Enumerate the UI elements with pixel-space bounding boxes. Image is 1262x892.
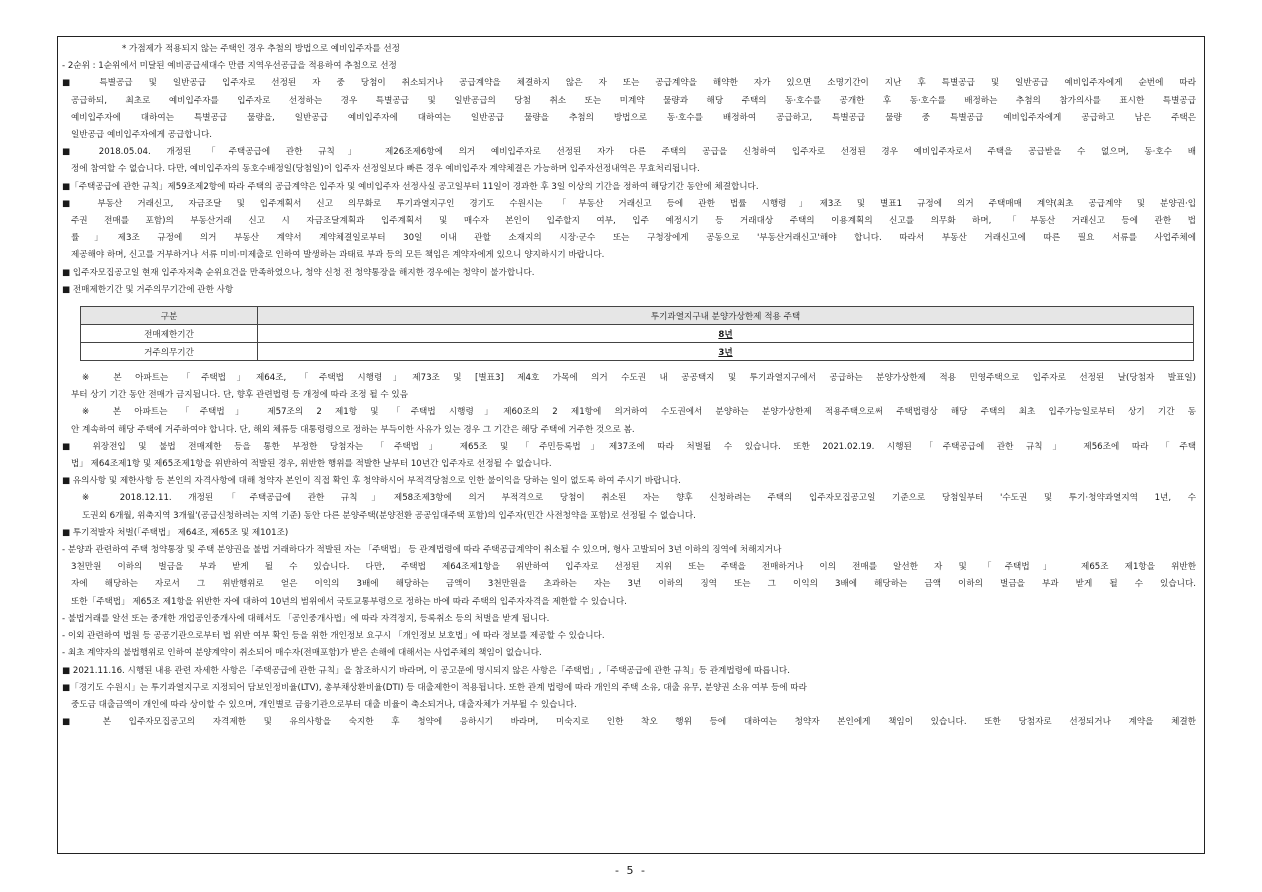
realestate-report-para-2: 주권 전매를 포함)의 부동산거래 신고 시 자금조달계획과 입주계획서 및 매수자 본인이 입주할지 여부, 입주 예정시기 등 거래대상 주택의 이용계획의 신고를 의무화 하며, 「부동산 거래신고 등에 관한 법 [71, 216, 1196, 227]
liability-para: - 최초 계약자의 불법행위로 인하여 분양계약이 취소되어 매수자(전매포함)가 받은 손해에 대해서는 사업주체의 책임이 없습니다. [62, 648, 542, 659]
realestate-report-para-1: ■ 부동산 거래신고, 자금조달 및 입주계획서 신고 의무화로 투기과열지구인 경기도 수원시는 「부동산 거래신고 등에 관한 법률 시행령」제3조 및 별표1 규정에 의거 주택매매 계약(최초 공급계약 및 분양권·입 [62, 198, 1196, 209]
page-number: - 5 - [615, 864, 647, 877]
note-residence-para-1: ※ 본 아파트는 「주택법」 제57조의 2 제1항 및 「주택법 시행령」제60조의 2 제1항에 의거하여 수도권에서 분양하는 분양가상한제 적용주택으로써 주택법령상 해당 주택의 최초 입주가능일로부터 상기 기간 동 [82, 407, 1196, 418]
table-cell-value: 8년 [258, 325, 1194, 343]
restriction-table [80, 306, 1194, 361]
speculator-para-2: 3천만원 이하의 벌금을 부과 받게 될 수 있습니다. 다만, 주택법 제64조제1항을 위반하여 입주자로 선정된 지위 또는 주택을 전매하거나 이의 전매를 알선한 자 및 「주택법」 제65조 제1항을 위반한 [71, 562, 1196, 573]
note-star-line: * 가점제가 적용되지 않는 주택인 경우 추첨의 방법으로 예비입주자를 선정 [122, 44, 400, 54]
ineligible-note-para-2: 도권외 6개월, 위축지역 3개월'(공급신청하려는 지역 기준) 동안 다른 분양주택(분양전환 공공임대주택 포함)의 입주자(민간 사전청약을 포함)로 선정될 수 없습니다. [82, 510, 696, 521]
realestate-report-para-4: 제공해야 하며, 신고를 거부하거나 서류 미비·미제출로 인하여 발생하는 과태료 부과 등의 모든 책임은 계약자에게 있으니 양지하시기 바랍니다. [71, 250, 605, 261]
note-resale-para-2: 부터 상기 기간 동안 전매가 금지됩니다. 단, 향후 관련법령 등 개정에 따라 조정 될 수 있음 [71, 390, 408, 401]
speculator-para-3: 자에 해당하는 자로서 그 위반행위로 얻은 이익의 3배에 해당하는 금액이 3천만원을 초과하는 자는 3년 이하의 징역 또는 그 이익의 3배에 해당하는 금액 이하의 벌금을 부과 받게 될 수 있습니다. [71, 579, 1196, 590]
table-header-row [81, 307, 1194, 325]
restriction-heading: ■ 전매제한기간 및 거주의무기간에 관한 사항 [62, 284, 234, 295]
savings-account-para: ■ 입주자모집공고일 현재 입주자저축 순위요건을 만족하였으나, 청약 신청 전 청약통장을 해지한 경우에는 청약이 불가합니다. [62, 267, 535, 278]
rank2-line: - 2순위 : 1순위에서 미달된 예비공급세대수 만큼 지역우선공급을 적용하여 추첨으로 선정 [62, 61, 397, 72]
rule26-para-2: 정에 참여할 수 없습니다. 다만, 예비입주자의 동호수배정일(당첨일)이 입주자 선정일보다 빠른 경우 예비입주자 계약체결은 가능하며 입주자선정내역은 무효처리됩니다. [71, 164, 700, 175]
privacy-para: - 이외 관련하여 법원 등 공공기관으로부터 법 위반 여부 확인 등을 위한 개인정보 요구시 「개인정보 보호법」에 따라 정보를 제공할 수 있습니다. [62, 631, 605, 642]
note-resale-para-1: ※ 본 아파트는 「주택법」제64조, 「주택법 시행령」제73조 및 [별표3] 제4호 가목에 의거 수도권 내 공공택지 및 투기과열지구에서 공급하는 분양가상한제 적용 민영주택으로 입주자로 선정된 날(당첨자 발표일) [82, 373, 1196, 384]
reserve-supply-para-1: ■ 특별공급 및 일반공급 입주자로 선정된 자 중 당첨이 취소되거나 공급계약을 체결하지 않은 자 또는 공급계약을 해약한 자가 있으면 소명기간이 지난 후 특별공급 및 일반공급 예비입주자에게 순번에 따라 [62, 78, 1196, 89]
notice-page-frame [57, 36, 1205, 854]
fraud-para-1: ■ 위장전입 및 불법 전매제한 등을 통한 부정한 당첨자는 「주택법」 제65조 및 「주민등록법」제37조에 따라 처벌될 수 있습니다. 또한 2021.02.19. 시행된 「주택공급에 관한 규칙」 제56조에 따라 「주택 [62, 441, 1196, 452]
reserve-supply-para-2: 공급하되, 최초로 예비입주자를 입주자로 선정하는 경우 특별공급 및 일반공급의 당첨 취소 또는 미계약 물량과 해당 주택의 동·호수를 공개한 후 동·호수를 배정하는 추첨의 참가의사를 표시한 특별공급 [71, 95, 1196, 106]
realestate-report-para-3: 률」제3조 규정에 의거 부동산 계약서 계약체결일로부터 30일 이내 관할 소재지의 시장·군수 또는 구청장에게 공동으로 '부동산거래신고'해야 합니다. 따라서 부동산 거래신고에 따른 필요 서류를 사업주체에 [71, 233, 1196, 244]
speculator-para-1: - 분양과 관련하여 주택 청약통장 및 주택 분양권을 불법 거래하다가 적발된 자는 「주택법」 등 관계법령에 따라 주택공급계약이 취소될 수 있으며, 형사 고발되어 3년 이하의 징역에 처해지거나 [62, 545, 782, 556]
table-row [81, 343, 1194, 361]
loan-para-2: 중도금 대출금액이 개인에 따라 상이할 수 있으며, 개인별로 금융기관으로부터 대출 비율이 축소되거나, 대출자체가 거부될 수 있습니다. [71, 699, 577, 710]
table-header-category: 구분 [81, 307, 258, 325]
rule-reference-para: ■ 2021.11.16. 시행된 내용 관련 자세한 사항은「주택공급에 관한 규칙」을 참조하시기 바라며, 이 공고문에 명시되지 않은 사항은「주택법」,「주택공급에 관한 규칙」등 관계법령에 따릅니다. [62, 665, 790, 676]
table-row [81, 325, 1194, 343]
table-header-housing-type: 투기과열지구내 분양가상한제 적용 주택 [258, 307, 1194, 325]
table-cell-label: 거주의무기간 [81, 343, 258, 361]
note-residence-para-2: 안 계속하여 해당 주택에 거주하여야 합니다. 단, 해외 체류등 대통령령으로 정하는 부득이한 사유가 있는 경우 그 기간은 해당 주택에 거주한 것으로 봄. [71, 424, 635, 435]
rule26-para-1: ■ 2018.05.04. 개정된 「주택공급에 관한 규칙」 제26조제6항에 의거 예비입주자로 선정된 자가 다른 주택의 공급을 신청하여 입주자로 선정된 경우 예비입주자로서 주택을 공급받을 수 없으며, 동·호수 배 [62, 147, 1196, 158]
fraud-para-2: 법」 제64조제1항 및 제65조제1항을 위반하여 적발된 경우, 위반한 행위를 적발한 날부터 10년간 입주자로 선정될 수 없습니다. [71, 459, 552, 470]
reserve-supply-para-3: 예비입주자에 대하여는 특별공급 물량을, 일반공급 예비입주자에 대하여는 일반공급 물량을 추첨의 방법으로 동·호수를 배정하여 공급하고, 특별공급 물량 중 특별공급 예비입주자에게 공급하고 남은 주택은 [71, 112, 1196, 123]
broker-para: - 불법거래를 알선 또는 중개한 개업공인중개사에 대해서도 「공인중개사법」에 따라 자격정지, 등록취소 등의 처벌을 받게 됩니다. [62, 613, 550, 624]
speculator-heading: ■ 투기적발자 처벌(「주택법」 제64조, 제65조 및 제101조) [62, 527, 289, 538]
table-cell-label: 전매제한기간 [81, 325, 258, 343]
rule59-para: ■「주택공급에 관한 규칙」제59조제2항에 따라 주택의 공급계약은 입주자 및 예비입주자 선정사실 공고일부터 11일이 경과한 후 3일 이상의 기간을 정하여 해당기간 동안에 체결합니다. [62, 181, 759, 192]
speculator-para-4: 또한「주택법」 제65조 제1항을 위반한 자에 대하여 10년의 범위에서 국토교통부령으로 정하는 바에 따라 주택의 입주자자격을 제한할 수 있습니다. [71, 596, 627, 607]
ineligible-note-para-1: ※ 2018.12.11. 개정된「주택공급에 관한 규칙」제58조제3항에 의거 부적격으로 당첨이 취소된 자는 향후 신청하려는 주택의 입주자모집공고일 기준으로 당첨일부터 '수도권 및 투기·청약과열지역 1년, 수 [82, 493, 1196, 504]
table-cell-value: 3년 [258, 343, 1194, 361]
caution-para: ■ 유의사항 및 제한사항 등 본인의 자격사항에 대해 청약자 본인이 직접 확인 후 청약하시어 부적격당첨으로 인한 불이익을 당하는 일이 없도록 하여 주시기 바랍니다. [62, 476, 681, 487]
loan-para-1: ■「경기도 수원시」는 투기과열지구로 지정되어 담보인정비율(LTV), 총부채상환비율(DTI) 등 대출제한이 적용됩니다. 또한 관계 법령에 따라 개인의 주택 소유, 대출 유무, 분양권 소유 여부 등에 따라 [62, 682, 807, 693]
final-caution-para: ■ 본 입주자모집공고의 자격제한 및 유의사항을 숙지한 후 청약에 응하시기 바라며, 미숙지로 인한 착오 행위 등에 대하여는 청약자 본인에게 책임이 있습니다. 또한 당첨자로 선정되거나 계약을 체결한 [62, 717, 1196, 728]
reserve-supply-para-4: 일반공급 예비입주자에게 공급합니다. [71, 130, 213, 141]
